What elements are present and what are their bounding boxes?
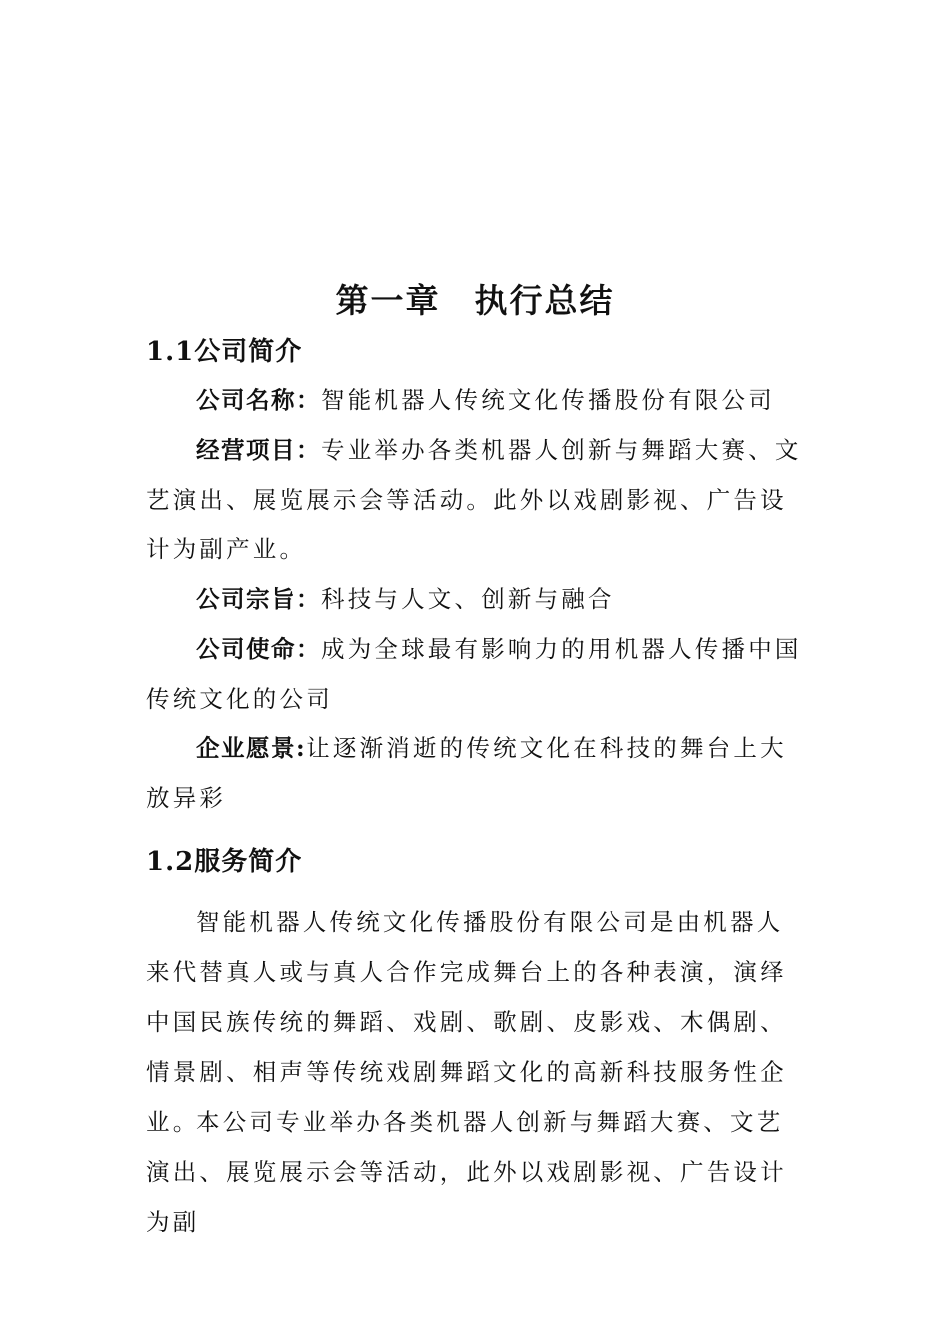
field-value: 成为全球最有影响力的用机器人传播中国传统文化的公司 <box>146 635 802 713</box>
field-label: 公司使命 <box>196 635 296 663</box>
field-label: 公司宗旨 <box>196 585 296 613</box>
company-name-field: 公司名称：智能机器人传统文化传播股份有限公司 <box>196 386 775 414</box>
service-paragraph-2: 本公司专业举办各类机器人创新与舞蹈大赛、文艺演出、展览展示会等活动，此外以戏剧影视、广告设计为副 <box>146 1108 787 1236</box>
business-scope-field: 经营项目：专业举办各类机器人创新与舞蹈大赛、文艺演出、展览展示会等活动。此外以戏剧影视、广告设计为副产业。 <box>146 436 802 563</box>
chapter-title <box>0 276 950 326</box>
field-label: 经营项目 <box>196 436 296 464</box>
field-value: 智能机器人传统文化传播股份有限公司 <box>321 386 775 414</box>
field-value: 科技与人文、创新与融合 <box>321 585 615 613</box>
section-heading-service-intro: 1.2服务简介 <box>146 847 303 877</box>
section-heading-company-intro: 1.1公司简介 <box>146 337 303 367</box>
chapter-number: 第一章 <box>335 281 441 320</box>
chapter-name: 执行总结 <box>474 281 615 320</box>
service-paragraph-1: 智能机器人传统文化传播股份有限公司是由机器人来代替真人或与真人合作完成舞台上的各种表演，演绎中国民族传统的舞蹈、戏剧、歌剧、皮影戏、木偶剧、情景剧、相声等传统戏剧舞蹈文化的高新科技服务性企业。 <box>146 908 787 1136</box>
field-value: 让逐渐消逝的传统文化在科技的舞台上大放异彩 <box>146 734 787 812</box>
company-vision-field: 企业愿景:让逐渐消逝的传统文化在科技的舞台上大放异彩 <box>146 734 787 812</box>
field-value: 专业举办各类机器人创新与舞蹈大赛、文艺演出、展览展示会等活动。此外以戏剧影视、广告设计为副产业。 <box>146 436 802 563</box>
company-purpose-field: 公司宗旨：科技与人文、创新与融合 <box>196 585 615 613</box>
field-label: 企业愿景 <box>196 734 296 762</box>
field-label: 公司名称 <box>196 386 296 414</box>
company-mission-field: 公司使命：成为全球最有影响力的用机器人传播中国传统文化的公司 <box>146 635 802 713</box>
